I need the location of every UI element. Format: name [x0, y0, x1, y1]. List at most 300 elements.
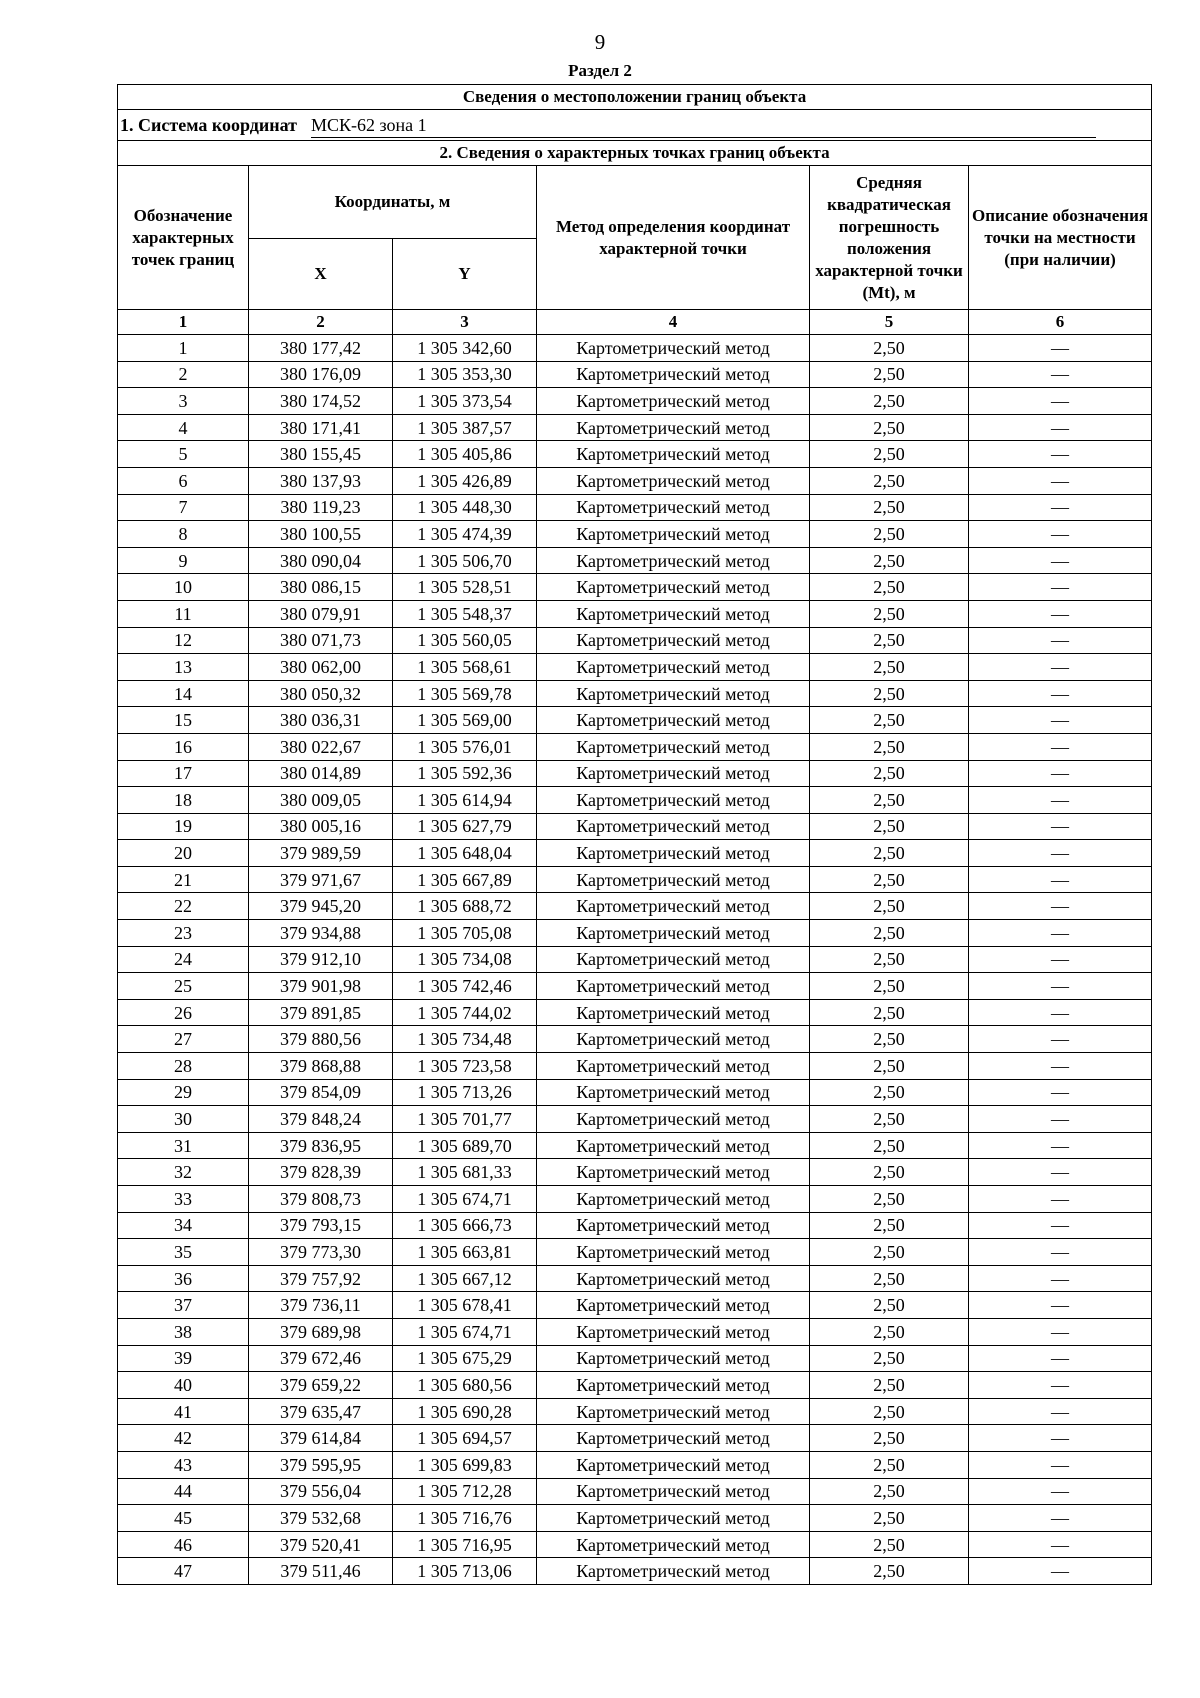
description-cell: — — [969, 1292, 1152, 1319]
error-cell: 2,50 — [810, 1212, 969, 1239]
column-number: 6 — [969, 310, 1152, 335]
table-row — [118, 574, 1152, 601]
point-id-cell: 9 — [118, 547, 249, 574]
error-cell: 2,50 — [810, 1026, 969, 1053]
x-coordinate-cell: 380 022,67 — [249, 733, 393, 760]
table-row — [118, 999, 1152, 1026]
boundary-table — [117, 84, 1152, 1585]
x-coordinate-cell: 380 014,89 — [249, 760, 393, 787]
method-cell: Картометрический метод — [537, 760, 810, 787]
table-row — [118, 335, 1152, 362]
description-cell: — — [969, 521, 1152, 548]
error-cell: 2,50 — [810, 1425, 969, 1452]
error-cell: 2,50 — [810, 1318, 969, 1345]
error-cell: 2,50 — [810, 521, 969, 548]
y-coordinate-cell: 1 305 568,61 — [393, 654, 537, 681]
y-coordinate-cell: 1 305 426,89 — [393, 467, 537, 494]
description-cell: — — [969, 813, 1152, 840]
table-row — [118, 893, 1152, 920]
method-cell: Картометрический метод — [537, 441, 810, 468]
y-coordinate-cell: 1 305 448,30 — [393, 494, 537, 521]
method-cell: Картометрический метод — [537, 414, 810, 441]
error-cell: 2,50 — [810, 733, 969, 760]
point-id-cell: 4 — [118, 414, 249, 441]
table-row — [118, 1212, 1152, 1239]
x-coordinate-cell: 379 773,30 — [249, 1239, 393, 1266]
x-coordinate-cell: 379 532,68 — [249, 1505, 393, 1532]
method-cell: Картометрический метод — [537, 1053, 810, 1080]
x-coordinate-cell: 379 912,10 — [249, 946, 393, 973]
y-coordinate-cell: 1 305 712,28 — [393, 1478, 537, 1505]
point-id-cell: 7 — [118, 494, 249, 521]
error-cell: 2,50 — [810, 920, 969, 947]
table-row — [118, 1451, 1152, 1478]
table-row — [118, 1398, 1152, 1425]
error-cell: 2,50 — [810, 893, 969, 920]
section-label: Раздел 2 — [568, 61, 632, 80]
y-coordinate-cell: 1 305 689,70 — [393, 1132, 537, 1159]
error-cell: 2,50 — [810, 467, 969, 494]
y-coordinate-cell: 1 305 548,37 — [393, 600, 537, 627]
method-cell: Картометрический метод — [537, 335, 810, 362]
y-coordinate-cell: 1 305 713,26 — [393, 1079, 537, 1106]
method-cell: Картометрический метод — [537, 680, 810, 707]
y-coordinate-cell: 1 305 614,94 — [393, 787, 537, 814]
header-description: Описание обозначения точки на местности (при наличии) — [969, 166, 1152, 310]
table-row — [118, 600, 1152, 627]
table-row — [118, 441, 1152, 468]
error-cell: 2,50 — [810, 335, 969, 362]
y-coordinate-cell: 1 305 627,79 — [393, 813, 537, 840]
x-coordinate-cell: 379 595,95 — [249, 1451, 393, 1478]
error-cell: 2,50 — [810, 361, 969, 388]
table-row — [118, 813, 1152, 840]
method-cell: Картометрический метод — [537, 840, 810, 867]
table-row — [118, 1106, 1152, 1133]
point-id-cell: 5 — [118, 441, 249, 468]
description-cell: — — [969, 1318, 1152, 1345]
point-id-cell: 33 — [118, 1186, 249, 1213]
description-cell: — — [969, 627, 1152, 654]
x-coordinate-cell: 379 971,67 — [249, 866, 393, 893]
error-cell: 2,50 — [810, 1478, 969, 1505]
y-coordinate-cell: 1 305 353,30 — [393, 361, 537, 388]
table-row — [118, 547, 1152, 574]
method-cell: Картометрический метод — [537, 1531, 810, 1558]
x-coordinate-cell: 380 090,04 — [249, 547, 393, 574]
x-coordinate-cell: 379 945,20 — [249, 893, 393, 920]
error-cell: 2,50 — [810, 999, 969, 1026]
description-cell: — — [969, 547, 1152, 574]
x-coordinate-cell: 380 071,73 — [249, 627, 393, 654]
method-cell: Картометрический метод — [537, 1239, 810, 1266]
y-coordinate-cell: 1 305 690,28 — [393, 1398, 537, 1425]
point-id-cell: 43 — [118, 1451, 249, 1478]
description-cell: — — [969, 999, 1152, 1026]
point-id-cell: 2 — [118, 361, 249, 388]
y-coordinate-cell: 1 305 506,70 — [393, 547, 537, 574]
y-coordinate-cell: 1 305 373,54 — [393, 388, 537, 415]
y-coordinate-cell: 1 305 734,48 — [393, 1026, 537, 1053]
point-id-cell: 3 — [118, 388, 249, 415]
description-cell: — — [969, 441, 1152, 468]
description-cell: — — [969, 600, 1152, 627]
description-cell: — — [969, 1106, 1152, 1133]
point-id-cell: 39 — [118, 1345, 249, 1372]
point-id-cell: 18 — [118, 787, 249, 814]
x-coordinate-cell: 380 062,00 — [249, 654, 393, 681]
y-coordinate-cell: 1 305 716,76 — [393, 1505, 537, 1532]
y-coordinate-cell: 1 305 474,39 — [393, 521, 537, 548]
y-coordinate-cell: 1 305 675,29 — [393, 1345, 537, 1372]
method-cell: Картометрический метод — [537, 627, 810, 654]
method-cell: Картометрический метод — [537, 1372, 810, 1399]
x-coordinate-cell: 379 828,39 — [249, 1159, 393, 1186]
description-cell: — — [969, 840, 1152, 867]
table-row — [118, 1292, 1152, 1319]
error-cell: 2,50 — [810, 680, 969, 707]
y-coordinate-cell: 1 305 405,86 — [393, 441, 537, 468]
description-cell: — — [969, 1239, 1152, 1266]
x-coordinate-cell: 379 836,95 — [249, 1132, 393, 1159]
y-coordinate-cell: 1 305 742,46 — [393, 973, 537, 1000]
x-coordinate-cell: 380 137,93 — [249, 467, 393, 494]
error-cell: 2,50 — [810, 627, 969, 654]
error-cell: 2,50 — [810, 1106, 969, 1133]
method-cell: Картометрический метод — [537, 494, 810, 521]
column-number: 1 — [118, 310, 249, 335]
description-cell: — — [969, 733, 1152, 760]
error-cell: 2,50 — [810, 494, 969, 521]
point-id-cell: 45 — [118, 1505, 249, 1532]
y-coordinate-cell: 1 305 716,95 — [393, 1531, 537, 1558]
method-cell: Картометрический метод — [537, 654, 810, 681]
point-id-cell: 6 — [118, 467, 249, 494]
method-cell: Картометрический метод — [537, 1106, 810, 1133]
error-cell: 2,50 — [810, 1079, 969, 1106]
point-id-cell: 30 — [118, 1106, 249, 1133]
description-cell: — — [969, 467, 1152, 494]
method-cell: Картометрический метод — [537, 1478, 810, 1505]
point-id-cell: 44 — [118, 1478, 249, 1505]
error-cell: 2,50 — [810, 600, 969, 627]
error-cell: 2,50 — [810, 441, 969, 468]
x-coordinate-cell: 379 891,85 — [249, 999, 393, 1026]
header-y: Y — [393, 239, 537, 310]
point-id-cell: 11 — [118, 600, 249, 627]
x-coordinate-cell: 379 672,46 — [249, 1345, 393, 1372]
table-row — [118, 414, 1152, 441]
description-cell: — — [969, 680, 1152, 707]
point-id-cell: 42 — [118, 1425, 249, 1452]
point-id-cell: 27 — [118, 1026, 249, 1053]
description-cell: — — [969, 866, 1152, 893]
x-coordinate-cell: 380 171,41 — [249, 414, 393, 441]
description-cell: — — [969, 920, 1152, 947]
error-cell: 2,50 — [810, 1398, 969, 1425]
y-coordinate-cell: 1 305 569,00 — [393, 707, 537, 734]
table-row — [118, 1159, 1152, 1186]
description-cell: — — [969, 1478, 1152, 1505]
x-coordinate-cell: 379 854,09 — [249, 1079, 393, 1106]
point-id-cell: 12 — [118, 627, 249, 654]
x-coordinate-cell: 380 005,16 — [249, 813, 393, 840]
description-cell: — — [969, 946, 1152, 973]
description-cell: — — [969, 707, 1152, 734]
x-coordinate-cell: 380 086,15 — [249, 574, 393, 601]
method-cell: Картометрический метод — [537, 361, 810, 388]
description-cell: — — [969, 361, 1152, 388]
error-cell: 2,50 — [810, 654, 969, 681]
error-cell: 2,50 — [810, 1531, 969, 1558]
y-coordinate-cell: 1 305 592,36 — [393, 760, 537, 787]
header-point-designation: Обозначение характерных точек границ — [118, 166, 249, 310]
method-cell: Картометрический метод — [537, 1558, 810, 1585]
table-row — [118, 866, 1152, 893]
coordinate-system-label: 1. Система координат — [120, 114, 297, 135]
point-id-cell: 29 — [118, 1079, 249, 1106]
x-coordinate-cell: 379 848,24 — [249, 1106, 393, 1133]
x-coordinate-cell: 379 793,15 — [249, 1212, 393, 1239]
table-row — [118, 1026, 1152, 1053]
error-cell: 2,50 — [810, 1186, 969, 1213]
table-row — [118, 1079, 1152, 1106]
point-id-cell: 13 — [118, 654, 249, 681]
description-cell: — — [969, 787, 1152, 814]
description-cell: — — [969, 1558, 1152, 1585]
y-coordinate-cell: 1 305 648,04 — [393, 840, 537, 867]
y-coordinate-cell: 1 305 701,77 — [393, 1106, 537, 1133]
y-coordinate-cell: 1 305 688,72 — [393, 893, 537, 920]
description-cell: — — [969, 654, 1152, 681]
method-cell: Картометрический метод — [537, 1425, 810, 1452]
y-coordinate-cell: 1 305 667,12 — [393, 1265, 537, 1292]
description-cell: — — [969, 1372, 1152, 1399]
x-coordinate-cell: 380 119,23 — [249, 494, 393, 521]
point-id-cell: 22 — [118, 893, 249, 920]
header-coordinates: Координаты, м — [249, 166, 537, 239]
x-coordinate-cell: 379 757,92 — [249, 1265, 393, 1292]
error-cell: 2,50 — [810, 760, 969, 787]
description-cell: — — [969, 1425, 1152, 1452]
error-cell: 2,50 — [810, 1345, 969, 1372]
error-cell: 2,50 — [810, 574, 969, 601]
method-cell: Картометрический метод — [537, 1318, 810, 1345]
table-row — [118, 733, 1152, 760]
x-coordinate-cell: 379 868,88 — [249, 1053, 393, 1080]
method-cell: Картометрический метод — [537, 866, 810, 893]
header-error: Средняя квадратическая погрешность положения характерной точки (Mt), м — [810, 166, 969, 310]
description-cell: — — [969, 1531, 1152, 1558]
table-row — [118, 1372, 1152, 1399]
method-cell: Картометрический метод — [537, 1159, 810, 1186]
description-cell: — — [969, 1159, 1152, 1186]
x-coordinate-cell: 379 659,22 — [249, 1372, 393, 1399]
error-cell: 2,50 — [810, 840, 969, 867]
header-x: X — [249, 239, 393, 310]
point-id-cell: 20 — [118, 840, 249, 867]
header-method: Метод определения координат характерной точки — [537, 166, 810, 310]
method-cell: Картометрический метод — [537, 1079, 810, 1106]
point-id-cell: 46 — [118, 1531, 249, 1558]
description-cell: — — [969, 1505, 1152, 1532]
method-cell: Картометрический метод — [537, 1132, 810, 1159]
error-cell: 2,50 — [810, 1558, 969, 1585]
x-coordinate-cell: 380 176,09 — [249, 361, 393, 388]
y-coordinate-cell: 1 305 705,08 — [393, 920, 537, 947]
point-id-cell: 28 — [118, 1053, 249, 1080]
x-coordinate-cell: 380 100,55 — [249, 521, 393, 548]
column-number: 3 — [393, 310, 537, 335]
y-coordinate-cell: 1 305 663,81 — [393, 1239, 537, 1266]
table-row — [118, 467, 1152, 494]
y-coordinate-cell: 1 305 734,08 — [393, 946, 537, 973]
y-coordinate-cell: 1 305 723,58 — [393, 1053, 537, 1080]
description-cell: — — [969, 973, 1152, 1000]
error-cell: 2,50 — [810, 1505, 969, 1532]
point-id-cell: 37 — [118, 1292, 249, 1319]
x-coordinate-cell: 379 808,73 — [249, 1186, 393, 1213]
table-row — [118, 1132, 1152, 1159]
y-coordinate-cell: 1 305 694,57 — [393, 1425, 537, 1452]
error-cell: 2,50 — [810, 707, 969, 734]
y-coordinate-cell: 1 305 569,78 — [393, 680, 537, 707]
error-cell: 2,50 — [810, 973, 969, 1000]
x-coordinate-cell: 380 050,32 — [249, 680, 393, 707]
x-coordinate-cell: 380 177,42 — [249, 335, 393, 362]
description-cell: — — [969, 1053, 1152, 1080]
method-cell: Картометрический метод — [537, 707, 810, 734]
table-row — [118, 1265, 1152, 1292]
point-id-cell: 16 — [118, 733, 249, 760]
table-row — [118, 1239, 1152, 1266]
table-row — [118, 627, 1152, 654]
table-title: Сведения о местоположении границ объекта — [118, 85, 1152, 110]
error-cell: 2,50 — [810, 1372, 969, 1399]
method-cell: Картометрический метод — [537, 733, 810, 760]
x-coordinate-cell: 379 736,11 — [249, 1292, 393, 1319]
description-cell: — — [969, 1398, 1152, 1425]
x-coordinate-cell: 379 635,47 — [249, 1398, 393, 1425]
x-coordinate-cell: 379 511,46 — [249, 1558, 393, 1585]
point-id-cell: 14 — [118, 680, 249, 707]
y-coordinate-cell: 1 305 680,56 — [393, 1372, 537, 1399]
description-cell: — — [969, 1212, 1152, 1239]
table-row — [118, 654, 1152, 681]
y-coordinate-cell: 1 305 744,02 — [393, 999, 537, 1026]
point-id-cell: 8 — [118, 521, 249, 548]
description-cell: — — [969, 1026, 1152, 1053]
y-coordinate-cell: 1 305 713,06 — [393, 1558, 537, 1585]
x-coordinate-cell: 380 036,31 — [249, 707, 393, 734]
method-cell: Картометрический метод — [537, 600, 810, 627]
table-row — [118, 1558, 1152, 1585]
table-row — [118, 1531, 1152, 1558]
description-cell: — — [969, 1451, 1152, 1478]
y-coordinate-cell: 1 305 666,73 — [393, 1212, 537, 1239]
point-id-cell: 25 — [118, 973, 249, 1000]
point-id-cell: 17 — [118, 760, 249, 787]
point-id-cell: 32 — [118, 1159, 249, 1186]
table-row — [118, 973, 1152, 1000]
error-cell: 2,50 — [810, 1265, 969, 1292]
method-cell: Картометрический метод — [537, 946, 810, 973]
y-coordinate-cell: 1 305 667,89 — [393, 866, 537, 893]
description-cell: — — [969, 1265, 1152, 1292]
error-cell: 2,50 — [810, 547, 969, 574]
point-id-cell: 41 — [118, 1398, 249, 1425]
point-id-cell: 47 — [118, 1558, 249, 1585]
x-coordinate-cell: 379 880,56 — [249, 1026, 393, 1053]
table-row — [118, 787, 1152, 814]
x-coordinate-cell: 379 689,98 — [249, 1318, 393, 1345]
point-id-cell: 34 — [118, 1212, 249, 1239]
point-id-cell: 26 — [118, 999, 249, 1026]
table-row — [118, 1186, 1152, 1213]
error-cell: 2,50 — [810, 1239, 969, 1266]
point-id-cell: 15 — [118, 707, 249, 734]
table-row — [118, 1505, 1152, 1532]
x-coordinate-cell: 379 520,41 — [249, 1531, 393, 1558]
method-cell: Картометрический метод — [537, 1345, 810, 1372]
point-id-cell: 31 — [118, 1132, 249, 1159]
y-coordinate-cell: 1 305 678,41 — [393, 1292, 537, 1319]
point-id-cell: 10 — [118, 574, 249, 601]
x-coordinate-cell: 380 174,52 — [249, 388, 393, 415]
column-number: 5 — [810, 310, 969, 335]
x-coordinate-cell: 379 989,59 — [249, 840, 393, 867]
point-id-cell: 1 — [118, 335, 249, 362]
table-row — [118, 680, 1152, 707]
error-cell: 2,50 — [810, 1292, 969, 1319]
y-coordinate-cell: 1 305 699,83 — [393, 1451, 537, 1478]
y-coordinate-cell: 1 305 674,71 — [393, 1318, 537, 1345]
error-cell: 2,50 — [810, 1132, 969, 1159]
table-row — [118, 388, 1152, 415]
table-row — [118, 1425, 1152, 1452]
description-cell: — — [969, 1186, 1152, 1213]
x-coordinate-cell: 379 556,04 — [249, 1478, 393, 1505]
description-cell: — — [969, 414, 1152, 441]
method-cell: Картометрический метод — [537, 920, 810, 947]
error-cell: 2,50 — [810, 866, 969, 893]
table-row — [118, 707, 1152, 734]
table-row — [118, 1053, 1152, 1080]
table-row — [118, 521, 1152, 548]
method-cell: Картометрический метод — [537, 574, 810, 601]
method-cell: Картометрический метод — [537, 787, 810, 814]
error-cell: 2,50 — [810, 1053, 969, 1080]
description-cell: — — [969, 574, 1152, 601]
point-id-cell: 36 — [118, 1265, 249, 1292]
point-id-cell: 19 — [118, 813, 249, 840]
x-coordinate-cell: 379 901,98 — [249, 973, 393, 1000]
y-coordinate-cell: 1 305 387,57 — [393, 414, 537, 441]
description-cell: — — [969, 1079, 1152, 1106]
method-cell: Картометрический метод — [537, 467, 810, 494]
method-cell: Картометрический метод — [537, 1026, 810, 1053]
error-cell: 2,50 — [810, 813, 969, 840]
method-cell: Картометрический метод — [537, 973, 810, 1000]
description-cell: — — [969, 494, 1152, 521]
description-cell: — — [969, 893, 1152, 920]
method-cell: Картометрический метод — [537, 813, 810, 840]
table-row — [118, 361, 1152, 388]
table-row — [118, 760, 1152, 787]
method-cell: Картометрический метод — [537, 547, 810, 574]
description-cell: — — [969, 388, 1152, 415]
error-cell: 2,50 — [810, 787, 969, 814]
